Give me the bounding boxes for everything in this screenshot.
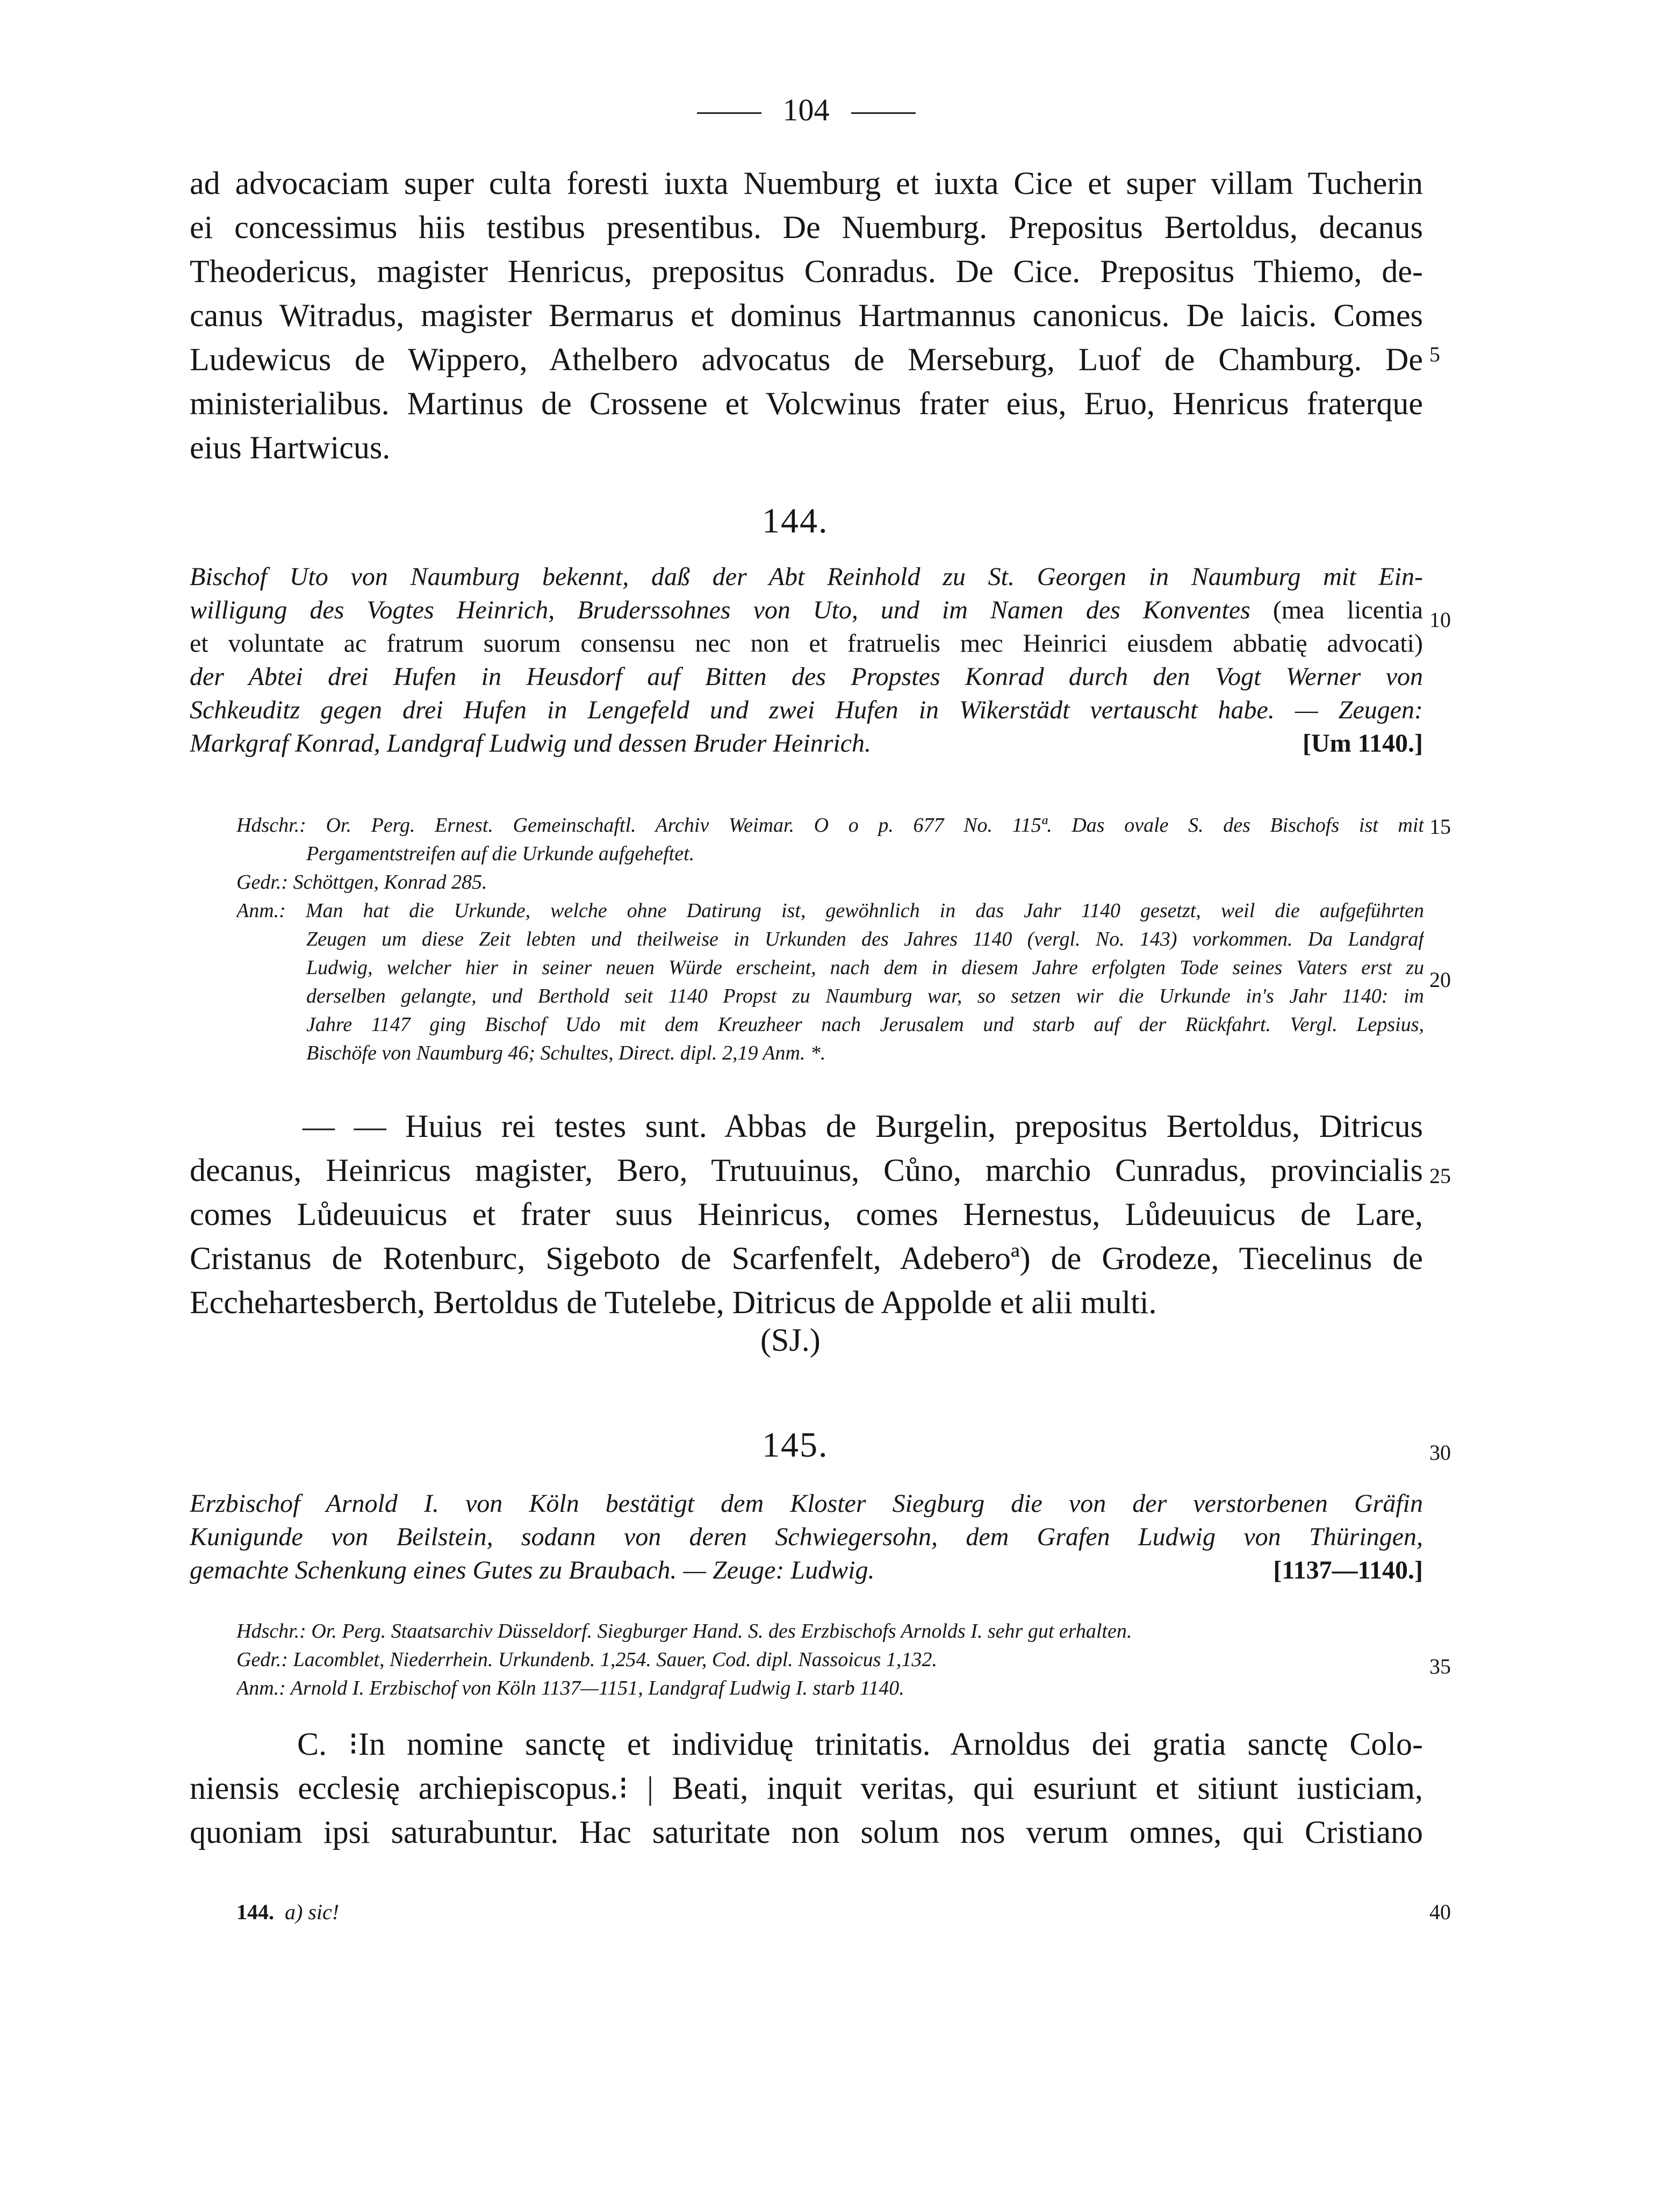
line-number: 25 [1429, 1164, 1451, 1188]
text-line: eius Hartwicus. [190, 430, 391, 465]
note-line: Gedr.: Schöttgen, Konrad 285. [236, 871, 487, 894]
note-line: Bischöfe von Naumburg 46; Schultes, Direct. dipl. 2,19 Anm. *. [306, 1042, 826, 1064]
date-145: [1137—1140.] [1273, 1556, 1423, 1584]
line-number: 35 [1429, 1654, 1451, 1678]
regest-line: der Abtei drei Hufen in Heusdorf auf Bitten des Propstes Konrad durch den Vogt Werner von [190, 662, 1423, 691]
note-line: Jahre 1147 ging Bischof Udo mit dem Kreuzheer nach Jerusalem und starb auf der Rückfahrt. Vergl. Lepsius, [306, 1013, 1424, 1036]
footnote-ref: 144. [236, 1900, 274, 1924]
note-line: Hdschr.: Or. Perg. Staatsarchiv Düsseldorf. Siegburger Hand. S. des Erzbischofs Arnolds I. sehr gut erhalten. [236, 1620, 1132, 1642]
regest-line [190, 594, 1423, 627]
line-number: 15 [1429, 815, 1451, 839]
text-line: ad advocaciam super culta foresti iuxta Nuemburg et iuxta Cice et super villam Tucherin [190, 165, 1423, 201]
regest-144 [190, 560, 1423, 760]
text-145 [190, 1722, 1423, 1854]
text-line: Cristanus de Rotenburc, Sigeboto de Scarfenfelt, Adeberoª) de Grodeze, Tiecelinus de [190, 1241, 1423, 1276]
text-line: ei concessimus hiis testibus presentibus. De Nuemburg. Prepositus Bertoldus, decanus [190, 210, 1423, 245]
regest-line: Kunigunde von Beilstein, sodann von deren Schwiegersohn, dem Grafen Ludwig von Thüringen, [190, 1523, 1423, 1551]
text-line: quoniam ipsi saturabuntur. Hac saturitate non solum nos verum omnes, qui Cristiano [190, 1814, 1423, 1850]
note-line: Anm.: Arnold I. Erzbischof von Köln 1137—1151, Landgraf Ludwig I. starb 1140. [236, 1677, 904, 1699]
line-number: 20 [1429, 968, 1451, 992]
note-line: Ludwig, welcher hier in seiner neuen Würde erscheint, nach dem in diesem Jahre erfolgten Tode seines Vaters erst zu [306, 956, 1424, 979]
regest-latin-insert: (mea licentia [1272, 596, 1423, 624]
document-number-144: 144. [762, 501, 829, 541]
header-rule-left [697, 112, 761, 114]
notes-145 [236, 1617, 1392, 1703]
page-header [645, 86, 967, 134]
regest-145 [190, 1487, 1423, 1587]
regest-line [190, 727, 1423, 760]
top-text-block [190, 161, 1423, 470]
text-line: — — Huius rei testes sunt. Abbas de Burgelin, prepositus Bertoldus, Ditricus [303, 1108, 1423, 1144]
text-line: comes Lůdeuuicus et frater suus Heinricus, comes Hernestus, Lůdeuuicus de Lare, [190, 1197, 1423, 1232]
regest-line-part: willigung des Vogtes Heinrich, Bruderssohnes von Uto, und im Namen des Konventes [190, 596, 1250, 624]
regest-line: Erzbischof Arnold I. von Köln bestätigt dem Kloster Siegburg die von der verstorbenen Gräfin [190, 1489, 1423, 1518]
text-line: Ecchehartesberch, Bertoldus de Tutelebe, Ditricus de Appolde et alii multi. [190, 1285, 1157, 1320]
line-number: 40 [1429, 1900, 1451, 1924]
note-line: Pergamentstreifen auf die Urkunde aufgeheftet. [306, 842, 695, 865]
signature-mark: (SJ.) [760, 1322, 821, 1358]
line-number: 5 [1429, 342, 1440, 366]
text-line: Ludewicus de Wippero, Athelbero advocatus de Merseburg, Luof de Chamburg. De [190, 342, 1423, 377]
footnote [236, 1899, 339, 1925]
footnote-text: a) sic! [285, 1900, 340, 1924]
text-line: decanus, Heinricus magister, Bero, Trutuuinus, Cůno, marchio Cunradus, provincialis [190, 1152, 1423, 1188]
line-number: 10 [1429, 608, 1451, 632]
text-line: canus Witradus, magister Bermarus et dominus Hartmannus canonicus. De laicis. Comes [190, 298, 1423, 333]
regest-line: et voluntate ac fratrum suorum consensu nec non et fratruelis mec Heinrici eiusdem abbatię advocati) [190, 629, 1423, 658]
text-line: niensis ecclesię archiepiscopus.⁝ | Beati, inquit veritas, qui esuriunt et sitiunt iusticiam, [190, 1770, 1423, 1806]
text-144 [190, 1104, 1423, 1324]
regest-line-part: gemachte Schenkung eines Gutes zu Braubach. — Zeuge: Ludwig. [190, 1556, 875, 1584]
regest-line-part: Markgraf Konrad, Landgraf Ludwig und dessen Bruder Heinrich. [190, 729, 872, 758]
note-line: Hdschr.: Or. Perg. Ernest. Gemeinschaftl. Archiv Weimar. O o p. 677 No. 115ª. Das ovale S. des Bischofs ist mit [236, 814, 1424, 837]
header-rule-right [851, 112, 916, 114]
line-number: 30 [1429, 1440, 1451, 1465]
text-line: ministerialibus. Martinus de Crossene et Volcwinus frater eius, Eruo, Henricus fraterque [190, 386, 1423, 421]
regest-line: Schkeuditz gegen drei Hufen in Lengefeld und zwei Hufen in Wikerstädt vertauscht habe. — Zeugen: [190, 696, 1423, 724]
notes-144 [236, 811, 1424, 1068]
text-line: Theodericus, magister Henricus, prepositus Conradus. De Cice. Prepositus Thiemo, de- [190, 254, 1423, 289]
regest-line [190, 1554, 1423, 1587]
note-line: Gedr.: Lacomblet, Niederrhein. Urkundenb. 1,254. Sauer, Cod. dipl. Nassoicus 1,132. [236, 1648, 937, 1671]
note-line: derselben gelangte, und Berthold seit 1140 Propst zu Naumburg war, so setzen wir die Urkunde in's Jahr 1140: im [306, 985, 1424, 1007]
date-144: [Um 1140.] [1303, 729, 1423, 758]
note-line: Anm.: Man hat die Urkunde, welche ohne Datirung ist, gewöhnlich in das Jahr 1140 gesetzt, weil die aufgeführten [236, 899, 1424, 922]
text-line: C. ⁝In nomine sanctę et individuę trinitatis. Arnoldus dei gratia sanctę Colo- [297, 1726, 1423, 1762]
document-number-145: 145. [762, 1425, 829, 1465]
regest-line: Bischof Uto von Naumburg bekennt, daß der Abt Reinhold zu St. Georgen in Naumburg mit Ein- [190, 563, 1423, 591]
page-number: 104 [782, 92, 830, 127]
note-line: Zeugen um diese Zeit lebten und theilweise in Urkunden des Jahres 1140 (vergl. No. 143) vorkommen. Da Landgraf [306, 928, 1424, 950]
